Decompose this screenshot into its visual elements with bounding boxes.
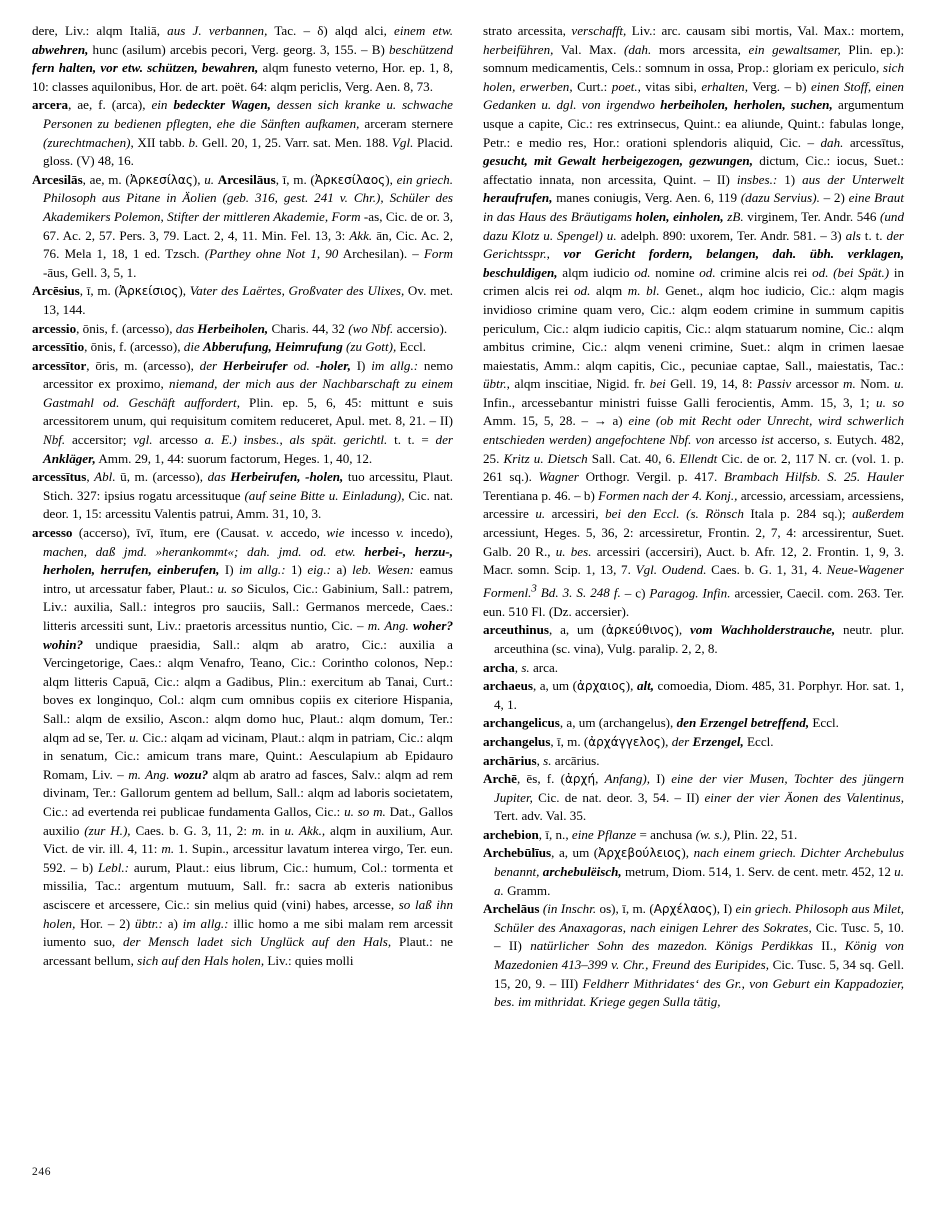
dictionary-entry: Arcesilās, ae, m. (Ἀρκεσίλας), u. Arcesilāus, ī, m. (Ἀρκεσίλαος), ein griech. Philosoph aus Pitane in Äolien (geb. 316, gest. 241 v. Chr.), Schüler des Akademikers Polemon, Stifter der mittleren Akademie, Form -as, Cic. de or. 3, 67. Ac. 2, 57. Pers. 3, 79. Lact. 2, 4, 11. Min. Fel. 13, 3: Akk. ān, Cic. Ac. 2, 76. Mela 1, 18, 1 ed. Tzsch. (Parthey ohne Not 1, 90 Archesilan). – Form -āus, Gell. 3, 5, 1. bbox=[32, 171, 454, 280]
dictionary-entry: Arcēsius, ī, m. (Ἀρκείσιος), Vater des Laërtes, Großvater des Ulixes, Ov. met. 13, 144. bbox=[32, 283, 453, 317]
dictionary-entry: Archē, ēs, f. (ἀρχή, Anfang), I) eine der vier Musen, Tochter des jüngern Jupiter, Cic. de nat. deor. 3, 54. – II) einer der vier Äonen des Valentinus, Tert. adv. Val. 35. bbox=[483, 771, 904, 824]
dictionary-entry: archaeus, a, um (ἀρχαιος), alt, comoedia, Diom. 485, 31. Porphyr. Hor. sat. 1, 4, 1. bbox=[483, 678, 904, 712]
dictionary-entry: archebion, ī, n., eine Pflanze = anchusa (w. s.), Plin. 22, 51. bbox=[483, 826, 798, 842]
page-columns bbox=[32, 22, 904, 1012]
dictionary-entry: archangelicus, a, um (archangelus), den Erzengel betreffend, Eccl. bbox=[483, 715, 839, 731]
dictionary-entry: arcera, ae, f. (arca), ein bedeckter Wagen, dessen sich kranke u. schwache Personen zu bedienen pflegten, ehe die Sänften aufkamen, arceram sternere (zurechtmachen), XII tabb. b. Gell. 20, 1, 25. Varr. sat. Men. 188. Vgl. Placid. gloss. (V) 48, 16. bbox=[32, 97, 454, 169]
dictionary-entry: archārius, s. arcārius. bbox=[483, 752, 600, 768]
dictionary-entry: arcessītio, ōnis, f. (arcesso), die Abberufung, Heimrufung (zu Gott), Eccl. bbox=[32, 339, 427, 355]
dictionary-entry: Archebūlīus, a, um (Ἀρχεβούλειος), nach einem griech. Dichter Archebulus benannt, archebulëisch, metrum, Diom. 514, 1. Serv. de cent. metr. 452, 12 u. a. Gramm. bbox=[483, 845, 904, 898]
page-number: 246 bbox=[32, 1166, 52, 1178]
entry-continuation: dere, Liv.: alqm Italiā, aus J. verbannen, Tac. – δ) alqd alci, einem etw. abwehren, hunc (asilum) arcebis pecori, Verg. georg. 3, 155. – B) beschützend fern halten, vor etw. schützen, bewahren, alqm funesto veterno, Hor. ep. 1, 8, 10: classes aquilonibus, Hor. de art. poët. 64: alqm periclis, Verg. Aen. 8, 73. bbox=[32, 23, 453, 94]
dictionary-entry: arcessītor, ōris, m. (arcesso), der Herbeirufer od. -holer, I) im allg.: nemo arcessitor ex proximo, niemand, der mich aus der Nachbarschaft zu einem Gastmahl od. Geschäft auffordert, Plin. ep. 5, 6, 45: mittunt e suis arcessitorem unum, qui requisitum comitem reduceret, Apul. met. 8, 21. – II) Nbf. accersitor; vgl. arcesso a. E.) insbes., als spät. gerichtl. t. t. = der Ankläger, Amm. 29, 1, 44: suorum factorum, Heges. 1, 40, 12. bbox=[32, 357, 453, 466]
dictionary-entry: Archelāus (in Inschr. os), ī, m. (Αρχέλαος), I) ein griech. Philosoph aus Milet, Schüler des Anaxagoras, nach einigen Lehrer des Sokrates, Cic. Tusc. 5, 10. – II) natürlicher Sohn des mazedon. Königs Perdikkas II., König von Mazedonien 413–399 v. Chr., Freund des Euripides, Cic. Tusc. 5, 34 sq. Gell. 15, 20, 9. – III) Feldherr Mithridates‘ des Gr., von Geburt ein Kappadozier, bes. im mithridat. Kriege gegen Sulla tätig, bbox=[483, 901, 905, 1010]
dictionary-entry: archangelus, ī, m. (ἀρχάγγελος), der Erzengel, Eccl. bbox=[483, 733, 774, 749]
dictionary-entry: arcessītus, Abl. ū, m. (arcesso), das Herbeirufen, -holen, tuo arcessitu, Plaut. Stich. 327: ipsius rogatu arcessituque (auf seine Bitte u. Einladung), Cic. nat. deor. 1, 15: arcessitu Valentis patrui, Amm. 31, 10, 3. bbox=[32, 469, 454, 522]
dictionary-entry: archa, s. arca. bbox=[483, 659, 559, 675]
dictionary-entry: arcesso (accerso), īvī, ītum, ere (Causat. v. accedo, wie incesso v. incedo), machen, daß jmd. »herankommt«; dah. jmd. od. etw. herbei-, herzu-, herholen, herrufen, einberufen, I) im allg.: 1) eig.: a) leb. Wesen: eamus intro, ut arcessatur faber, Plaut.: u. so Siculos, Cic.: Gabinium, Sall.: patrem, Liv.: auxilia, Sall.: integros pro sauciis, Sall.: Germanos mercede, Caes.: litteris arcessiti sunt, Liv.: praetoris arcessitus nuntio, Cic. – m. Ang. woher? wohin? undique praesidia, Sall.: alqm ab aratro, Cic.: auxilia a Vercingetorige, Caes.: alqm Venafro, Teano, Cic.: Corintho colonos, Nep.: alqm litteris Capuā, Cic.: alqm a Gadibus, Plin.: exercitum ab Tanai, Curt.: boves ex longinquo, Col.: alqm cum omnibus copiis ex citeriore Hispania, Sall.: alqm de exsilio, Ascon.: alqm domo huc, Plaut.: alqm domum, Ter.: alqm ad se, Ter. u. Cic.: alqam ad vicinam, Plaut.: alqm in patriam, Cic.: alqm in senatum, Cic.: amicum trans mare, Quint.: Aesculapium ab Epidauro Romam, Liv. – m. Ang. wozu? alqm ab aratro ad fasces, Salv.: alqm ad rem divinam, Ter.: Gallorum gentem ad bellum, Sall.: alqm ad laboris societatem, Cic.: ad evertenda rei publicae fundamenta Gallos, Cic.: u. so m. Dat., Gallos auxilio (zur H.), Caes. b. G. 3, 11, 2: m. in u. Akk., alqm in auxilium, Aur. Vict. de vir. ill. 4, 11: m. 1. Supin., arcessitur lavatum interea virgo, Ter. eun. 592. – b) Lebl.: aurum, Plaut.: eius librum, Cic.: humum, Col.: tormenta et missilia, Tac.: argentum mutuum, Sall. fr.: sacra ab exteris nationibus asciscere et arcessere, Cic.: sin melius quid (vini) habes, arcesse, so laß ihn holen, Hor. – 2) übtr.: a) im allg.: illic homo a me sibi malam rem arcessit iumento suo, der Mensch ladet sich Unglück auf den Hals, Plaut.: ne arcessant bellum, sich auf den Hals holen, Liv.: quies molli bbox=[32, 525, 454, 968]
dictionary-entry: arceuthinus, a, um (ἀρκεύθινος), vom Wachholderstrauche, neutr. plur. arceuthina (sc. vina), Vulg. paralip. 2, 2, 8. bbox=[483, 622, 904, 656]
dictionary-entry: arcessio, ōnis, f. (arcesso), das Herbeiholen, Charis. 44, 32 (wo Nbf. accersio). bbox=[32, 320, 448, 336]
right-column bbox=[483, 22, 904, 1012]
entry-continuation: strato arcessita, verschafft, Liv.: arc. causam sibi mortis, Val. Max.: mortem, herbeiführen, Val. Max. (dah. mors arcessita, ein gewaltsamer, Plin. ep.): somnum medicamentis, Cels.: somnum in ossa, Prop.: gloriam ex periculo, sich holen, erwerben, Curt.: poet., vitas sibi, erhalten, Verg. – b) einen Stoff, einen Gedanken u. dgl. von irgendwo herbeiholen, herholen, suchen, argumentum usque a capite, Cic.: res extrinsecus, Quint.: ea aliunde, Quint.: fabulas longe, Petr.: e medio res, Hor.: orationi splendoris aliquid, Cic. – dah. arcessītus, gesucht, mit Gewalt herbeigezogen, gezwungen, dictum, Cic.: iocus, Suet.: affectatio innata, non arcessita, Quint. – II) insbes.: 1) aus der Unterwelt heraufrufen, manes coniugis, Verg. Aen. 6, 119 (dazu Servius). – 2) eine Braut in das Haus des Bräutigams holen, einholen, zB. virginem, Ter. Andr. 546 (und dazu Klotz u. Spengel) u. adelph. 890: uxorem, Ter. Andr. 581. – 3) als t. t. der Gerichtsspr., vor Gericht fordern, belangen, dah. übh. verklagen, beschuldigen, alqm iudicio od. nomine od. crimine alcis rei od. (bei Spät.) in crimen alcis rei od. alqm m. bl. Genet., alqm hoc iudicio, Cic.: alqm magis invidioso crimine quam vero, Cic.: alqm eodem crimine in summum capitis periculum, Cic.: alqm iudicio capitis, Cic.: alqm statuarum nomine, Cic.: alqm ambitus crimine, Cic.: alqm veneni crimine, Suet.: alqm in crimen laesae maiestatis, Amm.: alqm capitis, Cic., pecuniae captae, Sall., maiestatis, Tac.: übtr., alqm inscitiae, Nigid. fr. bei Gell. 19, 14, 8: Passiv arcessor m. Nom. u. Infin., arcessebantur ministri fuisse Galli ferocientis, Amm. 15, 3, 1; u. so Amm. 15, 5, 28. – → a) eine (ob mit Recht oder Unrecht, wird schwerlich entschieden werden) angefochtene Nbf. von arcesso ist accerso, s. Eutych. 482, 25. Kritz u. Dietsch Sall. Cat. 40, 6. Ellendt Cic. de or. 2, 117 N. cr. (vol. 1. p. 261 sq.). Wagner Orthogr. Vergil. p. 417. Brambach Hilfsb. S. 25. Hauler Terentiana p. 46. – b) Formen nach der 4. Konj., arcessio, arcessiam, arcessiens, arcessire u. arcessiri, bei den Eccl. (s. Rönsch Itala p. 284 sq.); außerdem arcessiunt, Heges. 5, 36, 2: arcessiretur, Frontin. 2, 7, 4: arcessirentur, Suet. Galb. 20 R., u. bes. arcessiri (accersiri), Auct. b. Afr. 12, 2. Frontin. 1, 9, 3. Macr. somn. Scip. 1, 13, 7. Vgl. Oudend. Caes. b. G. 1, 31, 4. Neue-Wagener Formenl.$^3$ Bd. 3. S. 248 f. – c) Paragog. Infin. arcessier, Caecil. com. 263. Ter. eun. 510 Fl. (Dz. accersier). bbox=[483, 23, 905, 619]
left-column bbox=[32, 22, 453, 1012]
